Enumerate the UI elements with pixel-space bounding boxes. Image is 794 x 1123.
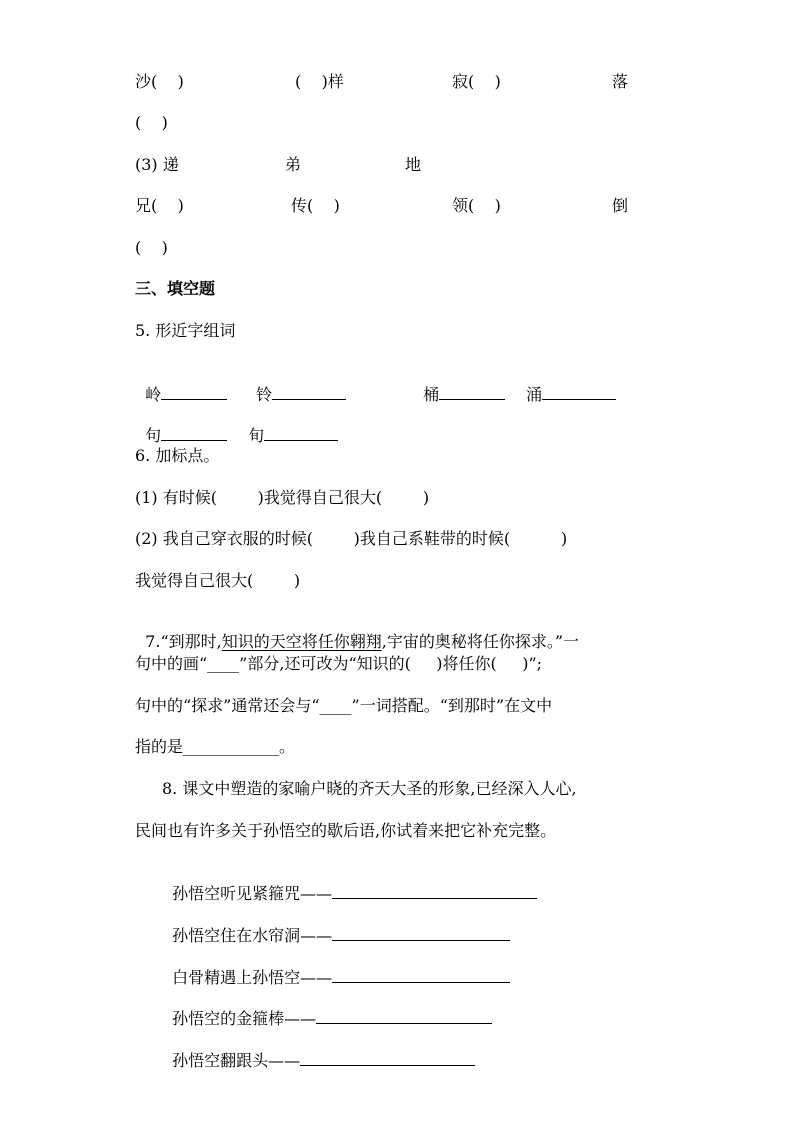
answer-blank[interactable] [332, 966, 510, 983]
q8-item-3 [162, 946, 510, 988]
answer-blank[interactable] [161, 424, 227, 441]
q4-sub3-label: (3) 递 [135, 155, 179, 174]
q8-item-2 [162, 904, 510, 946]
section-title: 三、填空题 [135, 279, 216, 298]
q6-title: 6. 加标点。 [135, 446, 220, 465]
q5-item-3 [413, 363, 505, 405]
q5-item-5 [135, 404, 227, 446]
q5-item-6 [238, 404, 338, 446]
q7-line-2: 句中的画“____”部分,还可改为“知识的( )将任你( )”; [135, 654, 543, 673]
q8-item-1 [162, 862, 537, 904]
q6-sentence-2-cont: 我觉得自己很大( ) [135, 571, 301, 590]
q4-row1-item4: 落 [612, 72, 629, 91]
q8-saying: 孙悟空翻跟头—— [172, 1051, 301, 1070]
q5-item-2 [246, 363, 346, 405]
q8-saying: 孙悟空听见紧箍咒—— [172, 884, 333, 903]
q6-sentence-2: (2) 我自己穿衣服的时候( )我自己系鞋带的时候( ) [135, 529, 568, 548]
q7-text-b: ,宇宙的奥秘将任你探求。”一 [381, 632, 580, 651]
answer-blank[interactable] [264, 424, 338, 441]
q4-row3-item4: 倒 [612, 196, 629, 215]
q4-row1-continuation: ( ) [135, 113, 168, 132]
q7-text-a: 7.“到那时, [145, 632, 222, 651]
q5-item-4 [516, 363, 616, 405]
q5-char: 旬 [248, 426, 265, 445]
q8-saying: 孙悟空住在水帘洞—— [172, 926, 333, 945]
q8-line-1: 8. 课文中塑造的家喻户晓的齐天大圣的形象,已经深入人心, [162, 779, 577, 798]
q8-item-4 [162, 987, 492, 1029]
q4-sub3-word1: 弟 [285, 155, 302, 174]
answer-blank[interactable] [316, 1007, 492, 1024]
q7-line-3: 句中的“探求”通常还会与“____”一词搭配。“到那时”在文中 [135, 696, 553, 715]
q4-row1-item3: 寂( ) [452, 72, 501, 91]
answer-blank[interactable] [161, 383, 227, 400]
answer-blank[interactable] [542, 383, 616, 400]
answer-blank[interactable] [272, 383, 346, 400]
answer-blank[interactable] [332, 924, 510, 941]
q8-saying: 白骨精遇上孙悟空—— [172, 968, 333, 987]
q5-title: 5. 形近字组词 [135, 321, 236, 340]
q4-row3-item3: 领( ) [452, 196, 501, 215]
answer-blank[interactable] [300, 1049, 475, 1066]
q5-item-1 [135, 363, 227, 405]
q8-saying: 孙悟空的金箍棒—— [172, 1009, 317, 1028]
answer-blank[interactable] [332, 882, 537, 899]
q7-line-1 [135, 612, 579, 652]
q7-underlined-phrase: 知识的天空将任你翱翔 [221, 632, 382, 651]
q6-sentence-1: (1) 有时候( )我觉得自己很大( ) [135, 488, 430, 507]
q5-char: 涌 [526, 385, 543, 404]
q8-item-5 [162, 1029, 475, 1071]
q4-row3-item1: 兄( ) [135, 196, 184, 215]
q4-row3-item2: 传( ) [291, 196, 340, 215]
answer-blank[interactable] [439, 383, 505, 400]
q5-char: 桶 [423, 385, 440, 404]
q4-row1-item2: ( )样 [295, 72, 344, 91]
q4-sub3-word2: 地 [405, 155, 422, 174]
q5-char: 岭 [145, 385, 162, 404]
q5-char: 句 [145, 426, 162, 445]
q7-line-4: 指的是____________。 [135, 737, 296, 756]
q5-char: 铃 [256, 385, 273, 404]
q4-row3-continuation: ( ) [135, 238, 168, 257]
q8-line-2: 民间也有许多关于孙悟空的歇后语,你试着来把它补充完整。 [135, 821, 557, 840]
q4-row1-item1: 沙( ) [135, 72, 184, 91]
